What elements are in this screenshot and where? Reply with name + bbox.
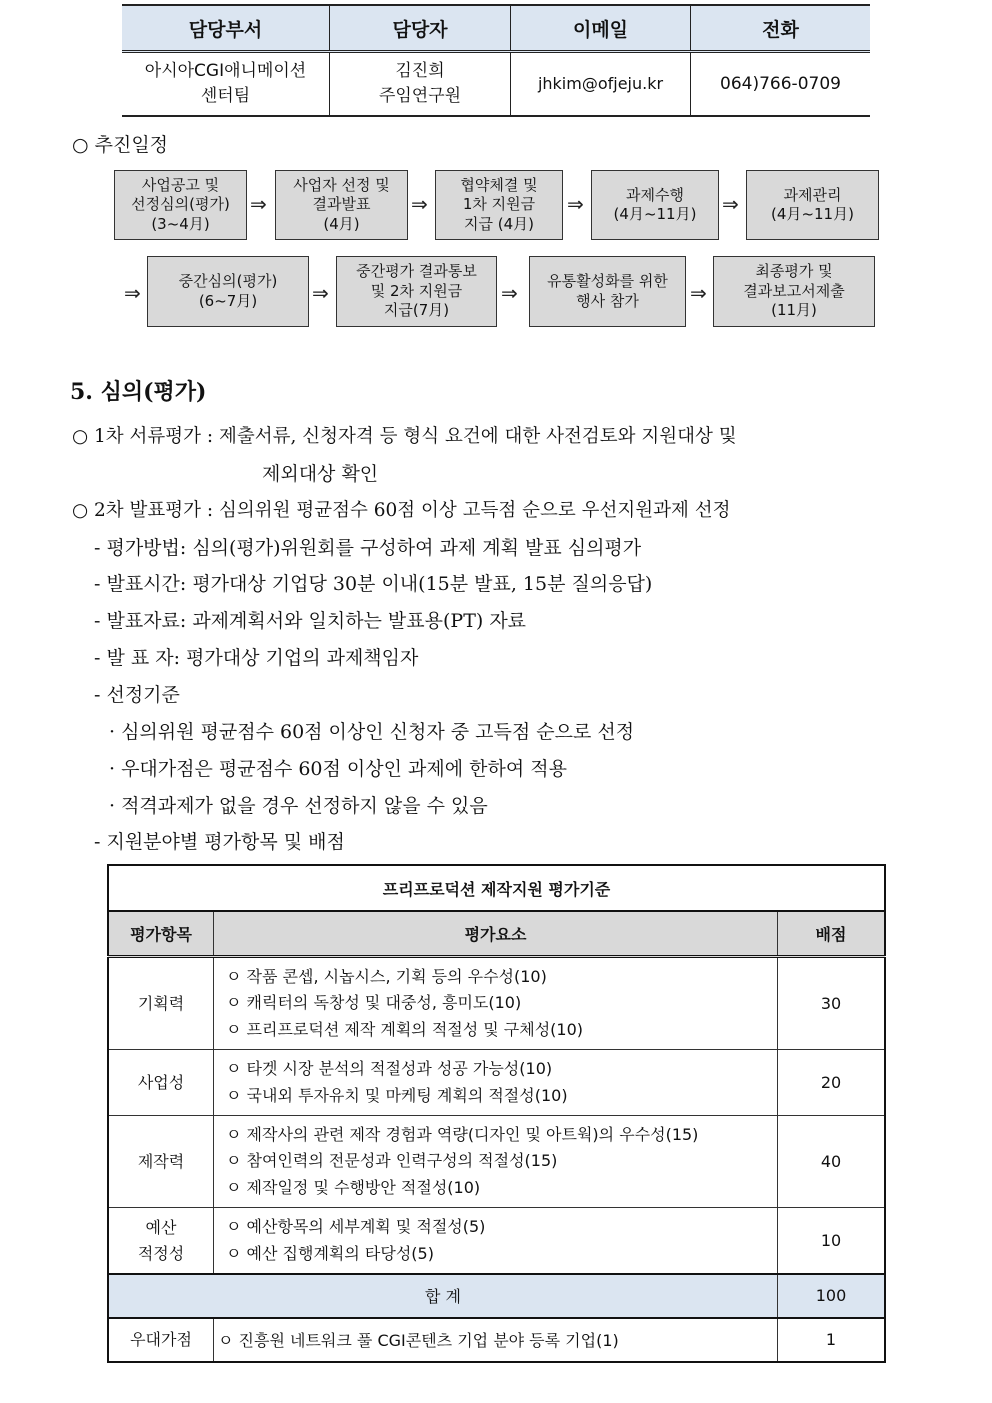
review-stage-1-cont: 제외대상 확인 [262,463,379,485]
flow-arrow-icon: ⇒ [722,192,739,216]
flow-arrow-icon: ⇒ [250,192,267,216]
points-cell: 20 [778,1050,886,1116]
element-item: ㅇ 제작사의 관련 제작 경험과 역량(디자인 및 아트웍)의 우수성(15) [226,1124,699,1144]
person-cell [330,52,511,117]
criteria-bullet-1: · 심의위원 평균점수 60점 이상인 신청자 중 고득점 순으로 선정 [109,721,635,743]
elements-cell [214,1050,778,1116]
element-item: ㅇ 예산 집행계획의 타당성(5) [226,1243,434,1263]
element-item: ㅇ 제작일정 및 수행방안 적절성(10) [226,1177,481,1197]
flow-arrow-icon: ⇒ [312,281,329,305]
header-department: 담당부서 [122,5,330,52]
email-cell[interactable]: jhkim@ofjeju.kr [511,52,691,117]
element-item: ㅇ 작품 콘셉, 시놉시스, 기획 등의 우수성(10) [226,967,547,986]
selection-criteria: - 선정기준 [94,684,180,706]
schedule-step-6: 중간심의(평가) (6~7月) [147,256,309,327]
element-item: ㅇ 국내외 투자유치 및 마케팅 계획의 적절성(10) [226,1085,568,1105]
presentation-material: - 발표자료: 과제계획서와 일치하는 발표용(PT) 자료 [94,610,527,632]
table-row [108,1208,885,1274]
elements-cell [214,1115,778,1207]
department-line-1: 아시아CGI애니메이션 [144,61,307,82]
bonus-item: ㅇ 진흥원 네트워크 풀 CGI콘텐츠 기업 분야 등록 기업(1) [214,1318,778,1362]
header-category: 평가항목 [108,911,214,957]
total-points: 100 [778,1274,886,1318]
section-title: 5. 심의(평가) [70,379,207,405]
elements-cell [214,1208,778,1274]
element-item: ㅇ 예산항목의 세부계획 및 적절성(5) [226,1217,486,1237]
department-line-2: 센터팀 [200,86,251,106]
presentation-time: - 발표시간: 평가대상 기업당 30분 이내(15분 발표, 15분 질의응답) [94,573,653,595]
review-stage-2: ○ 2차 발표평가 : 심의위원 평균점수 60점 이상 고득점 순으로 우선지원과제 선정 [72,500,731,521]
schedule-label: ○ 추진일정 [72,134,169,156]
schedule-step-7: 중간평가 결과통보 및 2차 지원금 지급(7月) [336,256,497,327]
eval-method: - 평가방법: 심의(평가)위원회를 구성하여 과제 계획 발표 심의평가 [94,537,642,559]
presenter: - 발 표 자: 평가대상 기업의 과제책임자 [94,647,419,669]
category-cell: 사업성 [108,1050,214,1116]
table-row [108,957,885,1050]
flow-arrow-icon: ⇒ [124,281,141,305]
header-email: 이메일 [511,5,691,52]
bonus-row [108,1318,885,1362]
element-item: ㅇ 프리프로덕션 제작 계획의 적절성 및 구체성(10) [226,1019,584,1039]
schedule-step-3: 협약체결 및 1차 지원금 지급 (4月) [435,170,563,240]
schedule-step-4: 과제수행 (4月~11月) [591,170,719,240]
total-row [108,1274,885,1318]
category-cell: 예산 적정성 [108,1208,214,1274]
header-phone: 전화 [691,5,871,52]
schedule-step-8: 유통활성화를 위한 행사 참가 [529,256,686,327]
schedule-step-2: 사업자 선정 및 결과발표 (4月) [275,170,408,240]
evaluation-title: 프리프로덕션 제작지원 평가기준 [108,865,885,911]
total-label: 합 계 [108,1274,778,1318]
flow-arrow-icon: ⇒ [501,281,518,305]
category-cell: 기획력 [108,957,214,1050]
element-item: ㅇ 타겟 시장 분석의 적절성과 성공 가능성(10) [226,1059,553,1079]
criteria-bullet-2: · 우대가점은 평균점수 60점 이상인 과제에 한하여 적용 [109,758,567,780]
person-title: 주임연구원 [378,86,462,106]
element-item: ㅇ 캐릭터의 독창성 및 대중성, 흥미도(10) [226,993,522,1013]
flow-arrow-icon: ⇒ [567,192,584,216]
person-name: 김진희 [395,61,445,82]
contact-row [122,52,870,117]
schedule-step-5: 과제관리 (4月~11月) [746,170,879,240]
category-cell: 제작력 [108,1115,214,1207]
header-points: 배점 [778,911,886,957]
bonus-points: 1 [778,1318,886,1362]
table-row [108,1115,885,1207]
contact-header-row [122,5,870,52]
table-row [108,1050,885,1116]
criteria-bullet-3: · 적격과제가 없을 경우 선정하지 않을 수 있음 [109,795,488,817]
review-stage-1: ○ 1차 서류평가 : 제출서류, 신청자격 등 형식 요건에 대한 사전검토와 지원대상 및 [72,426,737,447]
evaluation-header-row [108,911,885,957]
header-elements: 평가요소 [214,911,778,957]
flow-arrow-icon: ⇒ [411,192,428,216]
points-cell: 30 [778,957,886,1050]
schedule-step-1: 사업공고 및 선정심의(평가) (3~4月) [114,170,247,240]
bonus-label: 우대가점 [108,1318,214,1362]
points-cell: 10 [778,1208,886,1274]
contact-table [122,4,870,117]
scoring-intro: - 지원분야별 평가항목 및 배점 [94,831,345,853]
header-person: 담당자 [330,5,511,52]
flow-arrow-icon: ⇒ [690,281,707,305]
points-cell: 40 [778,1115,886,1207]
department-cell [122,52,330,117]
phone-cell: 064)766-0709 [691,52,871,117]
element-item: ㅇ 참여인력의 전문성과 인력구성의 적절성(15) [226,1151,558,1171]
schedule-step-9: 최종평가 및 결과보고서제출 (11月) [713,256,875,327]
elements-cell [214,957,778,1050]
evaluation-table [107,864,886,1363]
